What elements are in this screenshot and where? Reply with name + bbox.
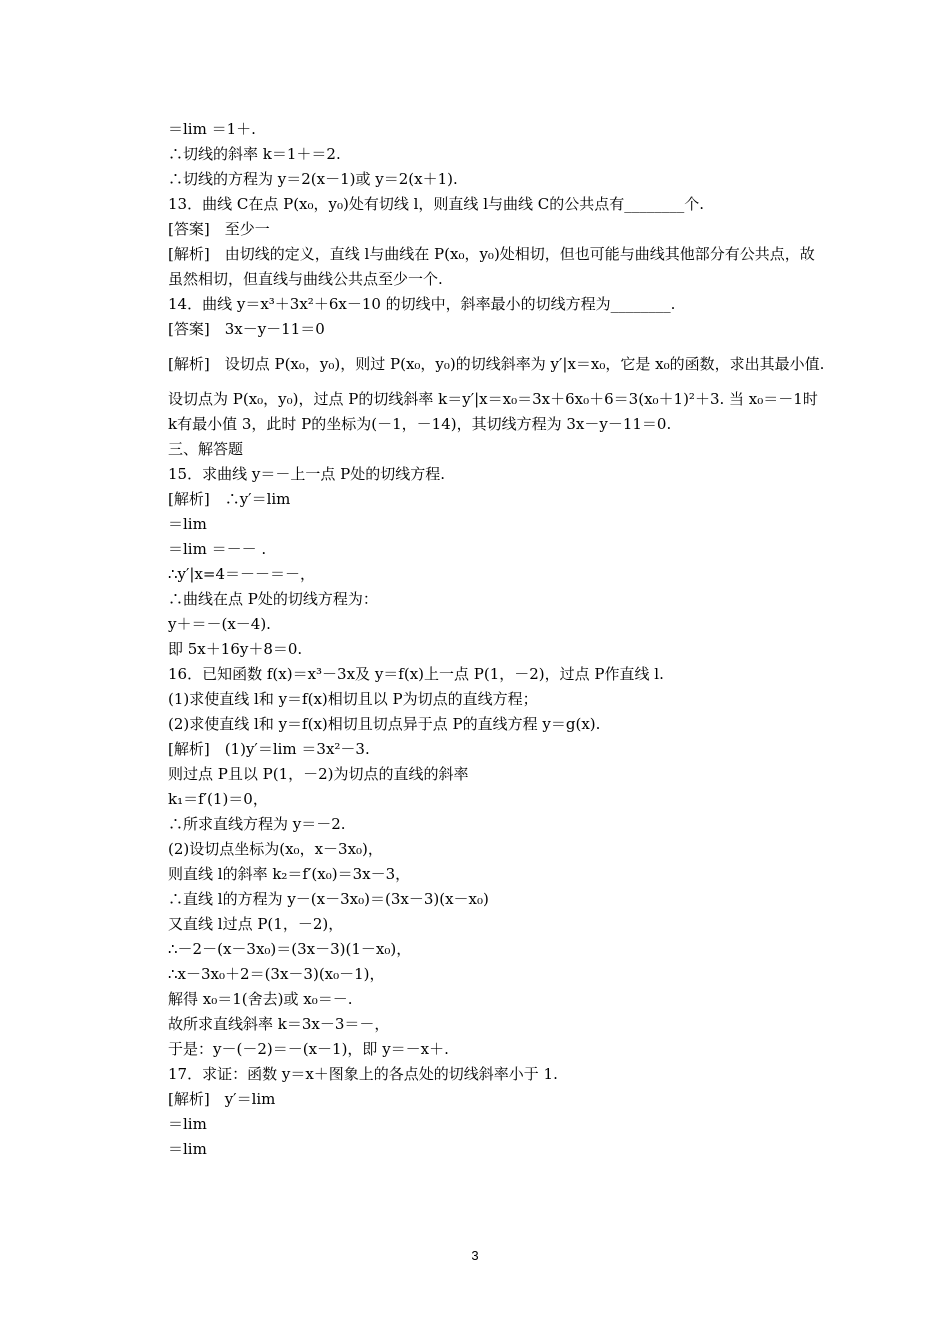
analysis-13: [解析] 由切线的定义，直线 l与曲线在 P(x₀，y₀)处相切，但也可能与曲线其他部分有公共点，故虽然相切，但直线与曲线公共点至少一个.	[168, 245, 815, 288]
question-14: 14．曲线 y＝x³＋3x²＋6x－10 的切线中，斜率最小的切线方程为________.	[168, 295, 676, 313]
text-line: 故所求直线斜率 k＝3x－3＝－，	[168, 1015, 390, 1033]
analysis-14: [解析] 设切点 P(x₀，y₀)，则过 P(x₀，y₀)的切线斜率为 y′|x＝x₀，它是 x₀的函数，求出其最小值.	[168, 355, 825, 373]
text-line: (2)设切点坐标为(x₀，x－3x₀)，	[168, 840, 383, 858]
text-line: ∴直线 l的方程为 y－(x－3x₀)＝(3x－3)(x－x₀)	[168, 890, 489, 908]
question-15: 15．求曲线 y＝－上一点 P处的切线方程.	[168, 465, 445, 483]
text-line: k₁＝f′(1)＝0，	[168, 790, 268, 808]
answer-14: [答案] 3x－y－11＝0	[168, 320, 325, 338]
text-line: ＝lim ＝1＋.	[168, 120, 256, 138]
text-line: ∴切线的斜率 k＝1＋＝2.	[168, 145, 341, 163]
text-line: ＝lim	[168, 1140, 207, 1158]
text-line: ＝lim	[168, 515, 207, 533]
text-line: 则过点 P且以 P(1，－2)为切点的直线的斜率	[168, 765, 469, 783]
text-line: ∴切线的方程为 y＝2(x－1)或 y＝2(x＋1).	[168, 170, 458, 188]
text-line: ＝lim ＝－－ .	[168, 540, 267, 558]
analysis-14-detail: 设切点为 P(x₀，y₀)，过点 P的切线斜率 k＝y′|x＝x₀＝3x＋6x₀＋6＝3(x₀＋1)²＋3. 当 x₀＝－1时 k有最小值 3，此时 P的坐标为(－1，－14)，其切线方程为 3x－y－11＝0.	[168, 390, 818, 433]
text-line: (1)求使直线 l和 y＝f(x)相切且以 P为切点的直线方程；	[168, 690, 538, 708]
text-line: 解得 x₀＝1(舍去)或 x₀＝－.	[168, 990, 353, 1008]
question-13: 13．曲线 C在点 P(x₀，y₀)处有切线 l，则直线 l与曲线 C的公共点有________个.	[168, 195, 705, 213]
page-number: 3	[471, 1248, 479, 1263]
text-line: ∴所求直线方程为 y＝－2.	[168, 815, 346, 833]
text-line: [解析] ∴y′＝lim	[168, 490, 291, 508]
document-body	[168, 117, 828, 1162]
text-line: 又直线 l过点 P(1，－2)，	[168, 915, 344, 933]
text-line: 于是：y－(－2)＝－(x－1)，即 y＝－x＋.	[168, 1040, 449, 1058]
section-heading: 三、解答题	[168, 440, 244, 458]
text-line: [解析] (1)y′＝lim ＝3x²－3.	[168, 740, 370, 758]
text-line: y＋＝－(x－4).	[168, 615, 271, 633]
text-line: ∴曲线在点 P处的切线方程为：	[168, 590, 378, 608]
text-line: (2)求使直线 l和 y＝f(x)相切且切点异于点 P的直线方程 y＝g(x).	[168, 715, 601, 733]
question-17: 17．求证：函数 y＝x＋图象上的各点处的切线斜率小于 1.	[168, 1065, 558, 1083]
text-line: 即 5x＋16y＋8＝0.	[168, 640, 303, 658]
text-line: ∴－2－(x－3x₀)＝(3x－3)(1－x₀)，	[168, 940, 412, 958]
question-16: 16．已知函数 f(x)＝x³－3x及 y＝f(x)上一点 P(1，－2)，过点 P作直线 l.	[168, 665, 664, 683]
text-line: [解析] y′＝lim	[168, 1090, 276, 1108]
text-line: ∴x－3x₀＋2＝(3x－3)(x₀－1)，	[168, 965, 385, 983]
text-line: ＝lim	[168, 1115, 207, 1133]
text-line: ∴y′|x=4＝－－＝－，	[168, 565, 316, 583]
text-line: 则直线 l的斜率 k₂＝f′(x₀)＝3x－3，	[168, 865, 411, 883]
answer-13: [答案] 至少一	[168, 220, 270, 238]
